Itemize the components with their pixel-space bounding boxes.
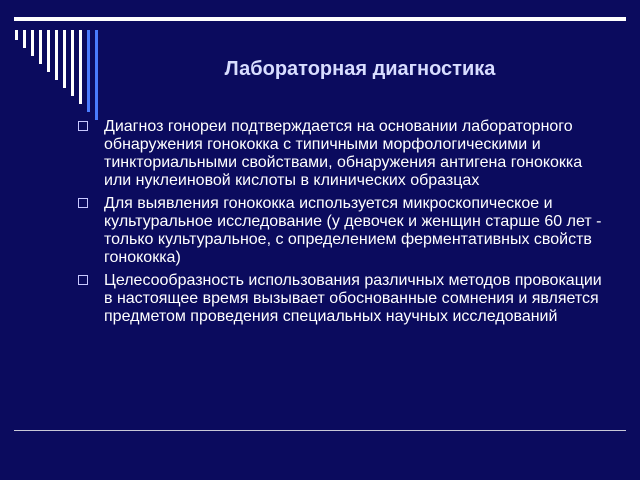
bullet-text: Целесообразность использования различных методов провокации в настоящее время вызывает обоснованные сомнения и является предметом проведения специальных научных исследований	[104, 272, 602, 325]
slide-title: Лабораторная диагностика	[224, 58, 496, 80]
hollow-square-icon	[78, 275, 88, 285]
bullet-item	[74, 272, 604, 326]
bottom-decorative-rule	[14, 430, 626, 431]
bullet-item	[74, 118, 604, 190]
hollow-square-icon	[78, 198, 88, 208]
bullet-text: Диагноз гонореи подтверждается на основании лабораторного обнаружения гонококка с типичными морфологическими и тинкториальными свойствами, обнаружения антигена гонококка или нуклеиновой кислоты в клинических образцах	[104, 118, 583, 189]
hollow-square-icon	[78, 121, 88, 131]
bullet-item	[74, 195, 604, 267]
bullet-text: Для выявления гонококка используется микроскопическое и культуральное исследование (у девочек и женщин старше 60 лет - только культуральное, с определением ферментативных свойств гонококка)	[104, 195, 602, 266]
bullet-list	[74, 118, 604, 331]
